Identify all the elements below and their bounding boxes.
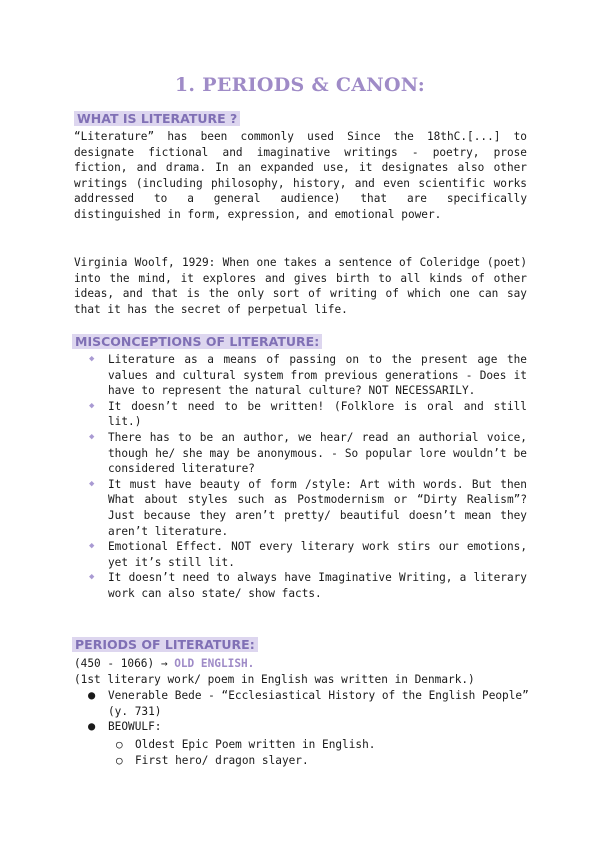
- period-range: (450 - 1066) →: [74, 657, 168, 670]
- list-item: ◆ Emotional Effect. NOT every literary work stirs our emotions, yet it’s still lit.: [89, 540, 527, 569]
- list-item: ● BEOWULF:: [88, 719, 162, 734]
- heading-what-is-literature: WHAT IS LITERATURE ?: [74, 111, 240, 126]
- bullet-icon: ◆: [89, 431, 95, 442]
- list-item: ● Venerable Bede - “Ecclesiastical History of the English People” (y. 731): [88, 688, 529, 718]
- paragraph-woolf-quote: Virginia Woolf, 1929: When one takes a sentence of Coleridge (poet) into the mind, it explores and gives birth to all kinds of other ideas, and that is the only sort of writing of which one can say that it has the secret of perpetual life.: [74, 256, 527, 316]
- bullet-icon: ◆: [89, 354, 95, 364]
- bullet-icon: ◆: [89, 572, 95, 583]
- heading-periods: PERIODS OF LITERATURE:: [72, 637, 258, 652]
- paragraph-definition: “Literature” has been commonly used Since the 18thC.[...] to designate fictional and imaginative writings - poetry, prose fiction, and drama. In an expanded use, it designates also other writings (including philosophy, history, and even scientific works addressed to a general audience) that are specifically distinguished in form, expression, and emotional power.: [74, 130, 527, 221]
- bullet-icon: ◆: [89, 478, 95, 489]
- heading-misconceptions: MISCONCEPTIONS OF LITERATURE:: [72, 334, 322, 349]
- bullet-icon: ●: [88, 688, 96, 702]
- bullet-icon: ◆: [89, 541, 95, 552]
- page-title: 1. PERIODS & CANON:: [174, 74, 426, 96]
- period-name: OLD ENGLISH.: [174, 657, 255, 670]
- period-note: (1st literary work/ poem in English was written in Denmark.): [74, 673, 475, 686]
- bullet-icon: ◆: [89, 400, 95, 411]
- beowulf-list: [108, 737, 528, 768]
- misconceptions-list: [74, 352, 527, 602]
- list-item: ◆ It must have beauty of form /style: Art with words. But then What about styles such as Postmodernism or “Dirty Realism”? Just because they aren’t pretty/ beautiful doesn’t mean they aren’t literature.: [89, 477, 527, 538]
- old-english-list: [74, 688, 534, 735]
- list-item: ◆ It doesn’t need to always have Imaginative Writing, a literary work can also state/ show facts.: [89, 571, 527, 600]
- list-item: ◆ It doesn’t need to be written! (Folklore is oral and still lit.): [89, 399, 527, 429]
- bullet-icon: ●: [88, 719, 96, 734]
- list-item: ○ Oldest Epic Poem written in English.: [116, 738, 376, 751]
- list-item: ◆ There has to be an author, we hear/ read an authorial voice, though he/ she may be anonymous. - So popular lore wouldn’t be considered literature?: [89, 430, 527, 476]
- circle-bullet-icon: ○: [116, 753, 123, 767]
- list-item: ◆ Literature as a means of passing on to the present age the values and cultural system from previous generations - Does it have to represent the natural culture? NOT NECESSARILY.: [89, 353, 527, 398]
- list-item: ○ First hero/ dragon slayer.: [116, 753, 309, 767]
- circle-bullet-icon: ○: [116, 738, 123, 751]
- period-line: [74, 656, 254, 672]
